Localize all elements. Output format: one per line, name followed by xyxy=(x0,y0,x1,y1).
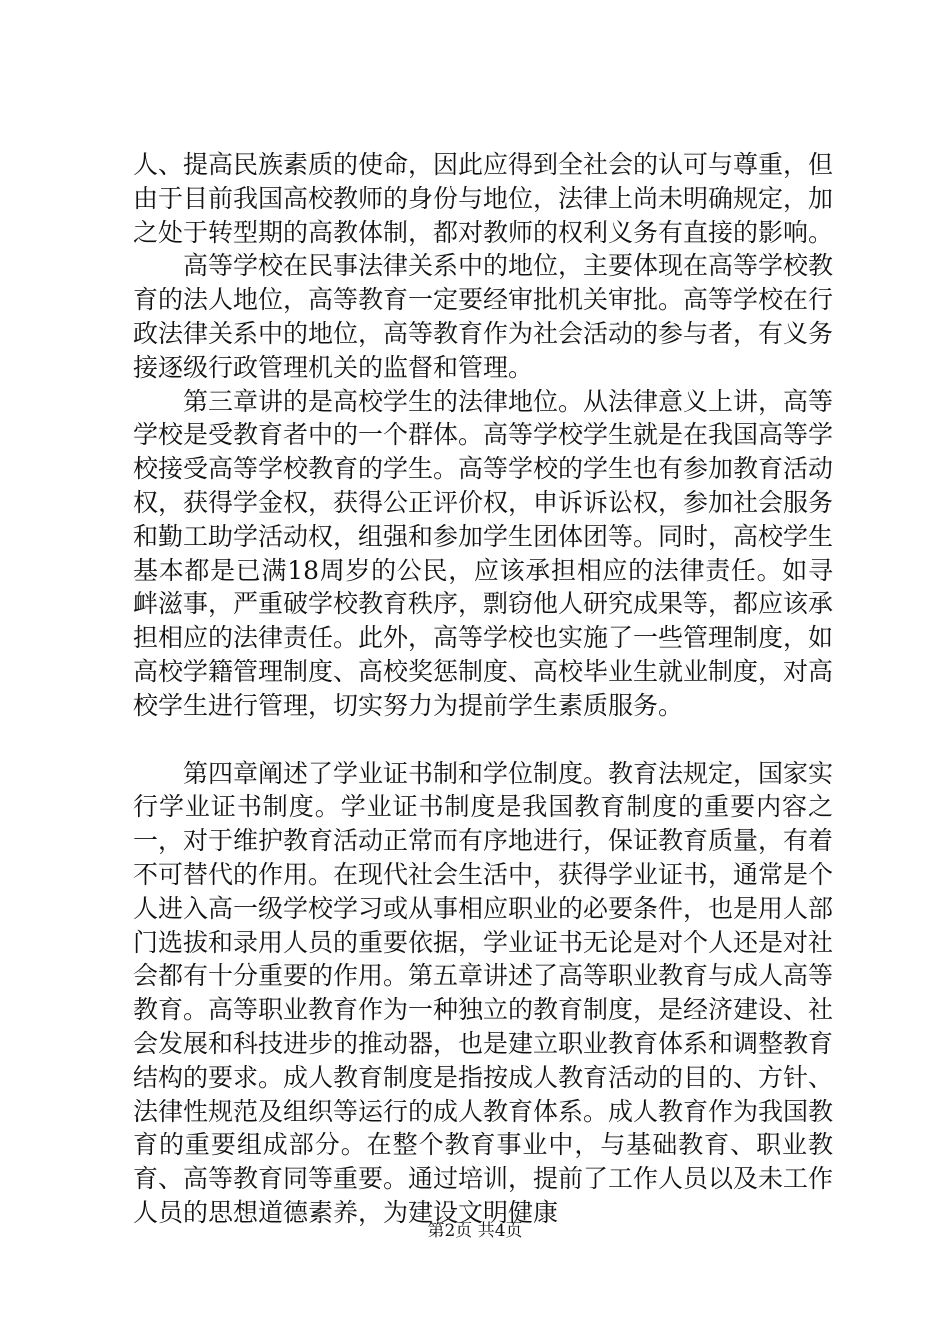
document-body xyxy=(133,148,833,1230)
page-number-footer: 第2页 共4页 xyxy=(427,1221,523,1241)
paragraph-chapter-four: 第四章阐述了学业证书制和学位制度。教育法规定，国家实行学业证书制度。学业证书制度是我国教育制度的重要内容之一，对于维护教育活动正常而有序地进行，保证教育质量，有着不可替代的作用。在现代社会生活中，获得学业证书，通常是个人进入高一级学校学习或从事相应职业的必要条件，也是用人部门选拔和录用人员的重要依据，学业证书无论是对个人还是对社会都有十分重要的作用。第五章讲述了高等职业教育与成人高等教育。高等职业教育作为一种独立的教育制度，是经济建设、社会发展和科技进步的推动器，也是建立职业教育体系和调整教育结构的要求。成人教育制度是指按成人教育活动的目的、方针、法律性规范及组织等运行的成人教育体系。成人教育作为我国教育的重要组成部分。在整个教育事业中，与基础教育、职业教育、高等教育同等重要。通过培训，提前了工作人员以及未工作人员的思想道德素养，为建设文明健康 xyxy=(133,758,834,1227)
paragraph-continuation: 人、提高民族素质的使命，因此应得到全社会的认可与尊重，但由于目前我国高校教师的身份与地位，法律上尚未明确规定，加之处于转型期的高教体制，都对教师的权利义务有直接的影响。 xyxy=(133,150,834,247)
paragraph-legal-status: 高等学校在民事法律关系中的地位，主要体现在高等学校教育的法人地位，高等教育一定要经审批机关审批。高等学校在行政法律关系中的地位，高等教育作为社会活动的参与者，有义务接逐级行政管理机关的监督和管理。 xyxy=(133,251,834,382)
paragraph-chapter-three: 第三章讲的是高校学生的法律地位。从法律意义上讲，高等学校是受教育者中的一个群体。高等学校学生就是在我国高等学校接受高等学校教育的学生。高等学校的学生也有参加教育活动权，获得学金权，获得公正评价权，申诉诉讼权，参加社会服务和勤工助学活动权，组强和参加学生团体团等。同时，高校学生基本都是已满18周岁的公民，应该承担相应的法律责任。如寻衅滋事，严重破学校教育秩序，剽窃他人研究成果等，都应该承担相应的法律责任。此外，高等学校也实施了一些管理制度，如高校学籍管理制度、高校奖惩制度、高校毕业生就业制度，对高校学生进行管理，切实努力为提前学生素质服务。 xyxy=(133,386,834,720)
